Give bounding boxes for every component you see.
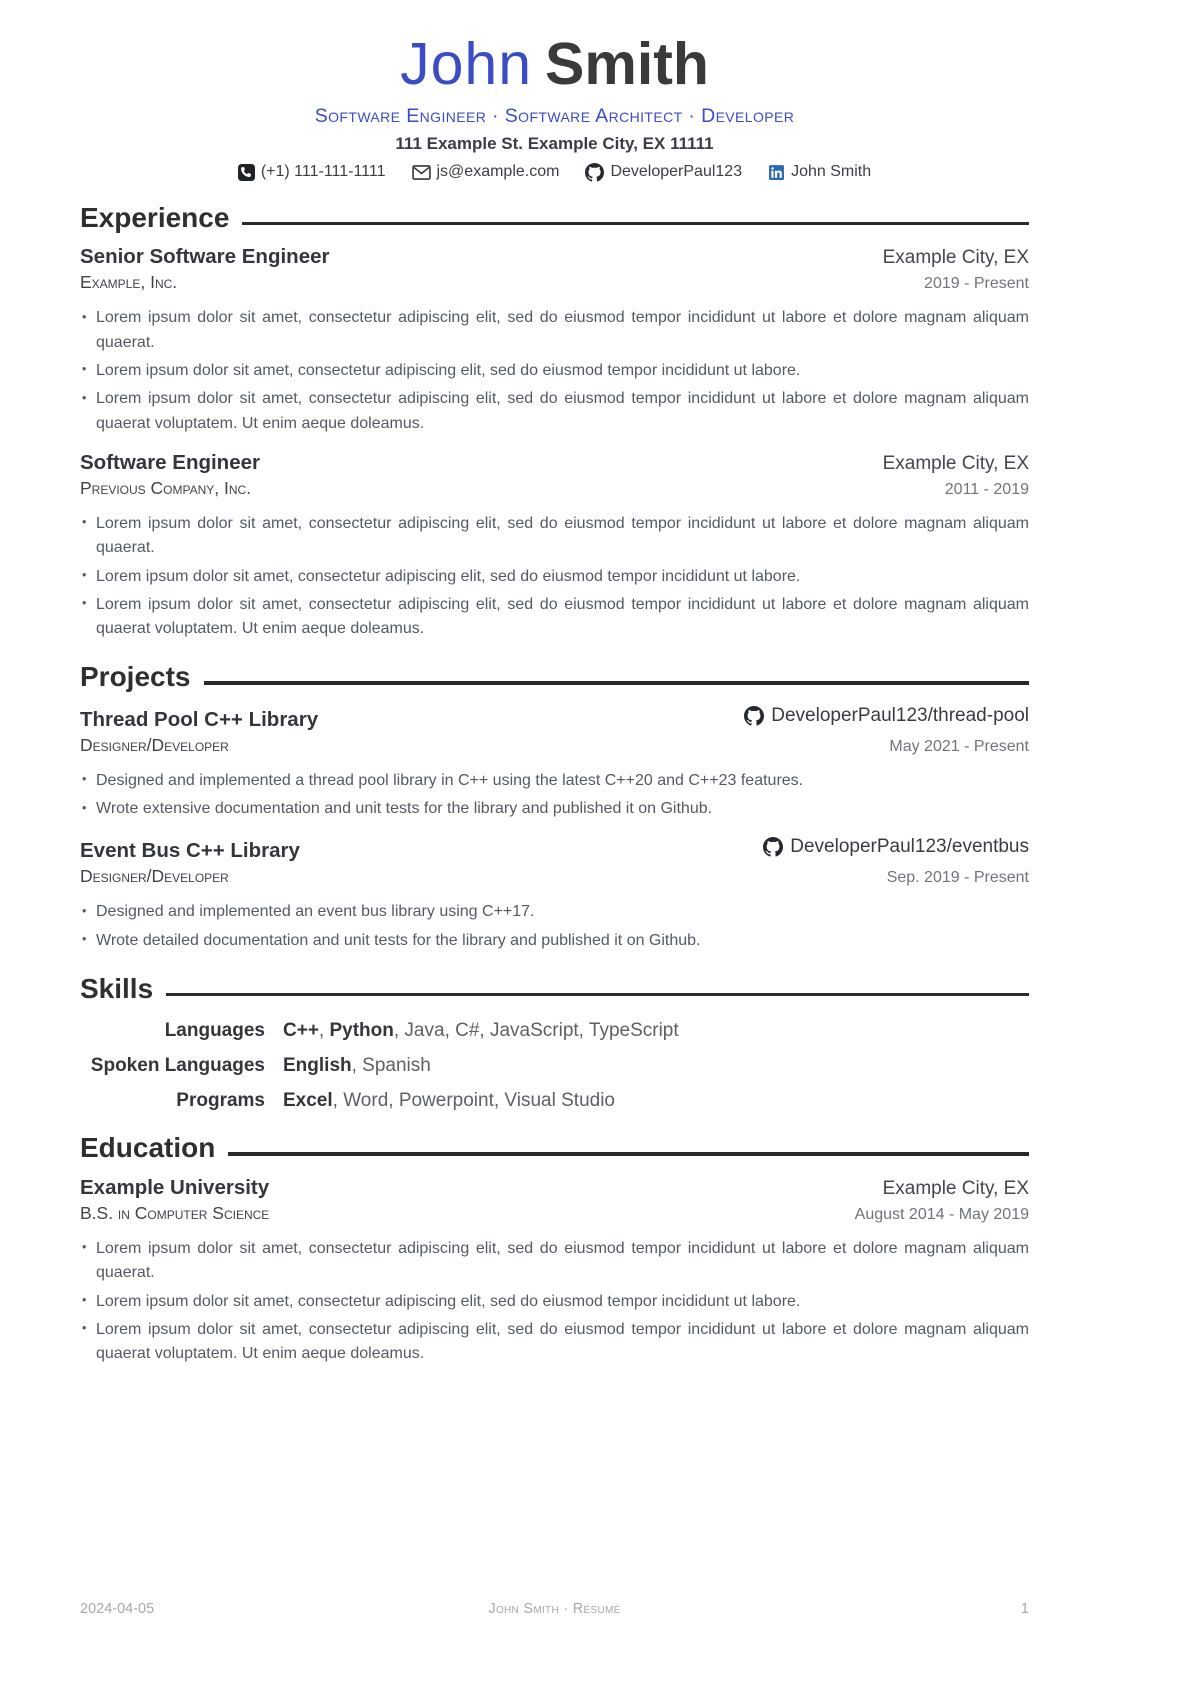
bullet-item: • Lorem ipsum dolor sit amet, consectetur adipiscing elit, sed do eiusmod tempor incididunt ut labore.: [80, 565, 1029, 589]
github-icon: [585, 163, 604, 182]
bullet-item: • Designed and implemented a thread pool library in C++ using the latest C++20 and C++23 features.: [80, 769, 1029, 793]
skill-item: , Java, C#, JavaScript, TypeScript: [393, 1020, 679, 1042]
job-dates: 2011 - 2019: [944, 480, 1029, 498]
section-rule: [242, 222, 1029, 226]
skill-values: [283, 1020, 1029, 1042]
skill-item-primary: English: [283, 1055, 352, 1077]
bullet-item: • Lorem ipsum dolor sit amet, consectetur adipiscing elit, sed do eiusmod tempor incididunt ut labore.: [80, 1290, 1029, 1314]
footer-page-number: 1: [1020, 1601, 1029, 1617]
section-title: Skills: [80, 973, 154, 1005]
section-heading-projects: [80, 662, 1029, 691]
footer-document-title: John Smith · Résumé: [488, 1601, 621, 1617]
phone-number: (+1) 111-111-1111: [260, 163, 386, 181]
linkedin-icon: [768, 164, 785, 181]
phone-icon: [238, 164, 255, 181]
skill-category-label: Spoken Languages: [90, 1055, 265, 1077]
github-username: DeveloperPaul123: [610, 163, 743, 181]
experience-entry: [80, 451, 1029, 642]
school-name: Example University: [80, 1175, 270, 1199]
bullet-item: • Lorem ipsum dolor sit amet, consectetur adipiscing elit, sed do eiusmod tempor incididunt ut labore et dolore magnam aliquam quaerat voluptatem. Ut enim aeque doleamus.: [80, 387, 1029, 436]
skills-table: [80, 1020, 1029, 1112]
bullet-item: • Lorem ipsum dolor sit amet, consectetur adipiscing elit, sed do eiusmod tempor incididunt ut labore et dolore magnam aliquam quaerat.: [80, 1237, 1029, 1286]
section-rule: [166, 993, 1029, 997]
project-dates: May 2021 - Present: [889, 737, 1029, 755]
skill-item: , Word, Powerpoint, Visual Studio: [332, 1090, 615, 1112]
github-icon: [744, 706, 764, 726]
section-heading-education: [80, 1133, 1029, 1162]
first-name: John: [400, 31, 533, 97]
job-title: Senior Software Engineer: [80, 245, 330, 269]
bullet-item: • Lorem ipsum dolor sit amet, consectetur adipiscing elit, sed do eiusmod tempor incididunt ut labore et dolore magnam aliquam quaerat voluptatem. Ut enim aeque doleamus.: [80, 1318, 1029, 1367]
project-title: Thread Pool C++ Library: [80, 707, 319, 731]
github-icon: [763, 837, 783, 857]
section-title: Education: [80, 1132, 216, 1164]
bullet-item: • Wrote extensive documentation and unit tests for the library and published it on Github.: [80, 797, 1029, 821]
project-entry: [80, 836, 1029, 953]
skill-item-primary: C++: [283, 1020, 319, 1042]
linkedin-name: John Smith: [791, 163, 872, 181]
education-dates: August 2014 - May 2019: [854, 1205, 1029, 1223]
last-name: Smith: [545, 31, 709, 97]
footer-date: 2024-04-05: [80, 1601, 155, 1617]
email-icon: [412, 165, 431, 180]
section-rule: [228, 1152, 1029, 1156]
skill-values: [283, 1090, 1029, 1112]
section-heading-skills: [80, 974, 1029, 1003]
skill-values: [283, 1055, 1029, 1077]
skill-item: , Spanish: [351, 1055, 431, 1077]
phone-link[interactable]: [238, 163, 386, 181]
bullet-item: • Lorem ipsum dolor sit amet, consectetur adipiscing elit, sed do eiusmod tempor incididunt ut labore et dolore magnam aliquam quaerat.: [80, 306, 1029, 355]
job-title: Software Engineer: [80, 450, 260, 474]
job-bullets: [80, 512, 1029, 642]
project-repo-link[interactable]: [744, 705, 1029, 727]
contact-row: [80, 163, 1029, 182]
school-location: Example City, EX: [882, 1177, 1029, 1199]
full-name: [80, 31, 1029, 97]
project-repo-link[interactable]: [763, 836, 1029, 858]
job-bullets: [80, 306, 1029, 436]
bullet-item: • Lorem ipsum dolor sit amet, consectetur adipiscing elit, sed do eiusmod tempor incididunt ut labore et dolore magnam aliquam quaerat.: [80, 512, 1029, 561]
section-title: Projects: [80, 661, 191, 693]
bullet-item: • Lorem ipsum dolor sit amet, consectetur adipiscing elit, sed do eiusmod tempor incididunt ut labore.: [80, 359, 1029, 383]
education-entry: [80, 1176, 1029, 1367]
project-title: Event Bus C++ Library: [80, 839, 300, 863]
repo-name: DeveloperPaul123/eventbus: [790, 836, 1029, 858]
company-name: Previous Company, Inc.: [80, 477, 252, 498]
page-footer: [80, 1601, 1029, 1617]
experience-entry: [80, 245, 1029, 436]
skill-category-label: Languages: [164, 1020, 265, 1042]
bullet-item: • Lorem ipsum dolor sit amet, consectetur adipiscing elit, sed do eiusmod tempor incididunt ut labore et dolore magnam aliquam quaerat voluptatem. Ut enim aeque doleamus.: [80, 593, 1029, 642]
project-role: Designer/Developer: [80, 734, 229, 755]
street-address: 111 Example St. Example City, EX 11111: [395, 133, 714, 153]
project-entry: [80, 705, 1029, 822]
linkedin-profile-link[interactable]: [768, 163, 871, 181]
project-bullets: [80, 769, 1029, 822]
bullet-item: • Designed and implemented an event bus library using C++17.: [80, 900, 1029, 924]
section-title: Experience: [80, 201, 230, 233]
job-location: Example City, EX: [882, 452, 1029, 474]
skill-item-primary: Excel: [283, 1090, 333, 1112]
bullet-item: • Wrote detailed documentation and unit tests for the library and published it on Github.: [80, 929, 1029, 953]
company-name: Example, Inc.: [80, 272, 178, 293]
section-rule: [204, 681, 1030, 685]
education-bullets: [80, 1237, 1029, 1367]
skill-item: ,: [318, 1020, 330, 1042]
project-dates: Sep. 2019 - Present: [886, 869, 1029, 887]
resume-header: [80, 31, 1029, 182]
email-address: js@example.com: [436, 163, 560, 181]
job-titles-tagline: Software Engineer · Software Architect · Developer: [314, 104, 795, 127]
project-role: Designer/Developer: [80, 866, 229, 887]
email-link[interactable]: [412, 163, 560, 181]
repo-name: DeveloperPaul123/thread-pool: [771, 704, 1029, 726]
github-profile-link[interactable]: [585, 163, 742, 182]
section-heading-experience: [80, 203, 1029, 232]
degree-name: B.S. in Computer Science: [80, 1202, 270, 1223]
job-location: Example City, EX: [882, 247, 1029, 269]
project-bullets: [80, 900, 1029, 953]
job-dates: 2019 - Present: [924, 275, 1029, 293]
skill-item-primary: Python: [329, 1020, 394, 1042]
skill-category-label: Programs: [176, 1090, 265, 1112]
